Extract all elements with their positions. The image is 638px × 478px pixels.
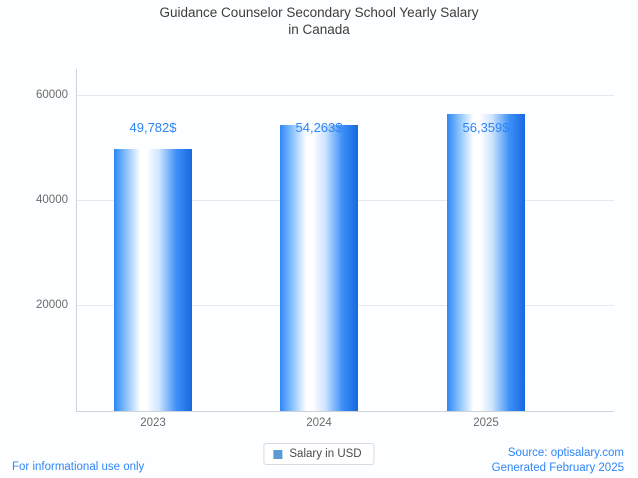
disclaimer-text: For informational use only xyxy=(12,461,145,473)
source-block xyxy=(492,446,624,476)
x-tick-label-2025: 2025 xyxy=(473,417,499,429)
y-tick-label-60000: 60000 xyxy=(36,89,68,101)
x-tick-label-2023: 2023 xyxy=(140,417,166,429)
x-tick-label-2024: 2024 xyxy=(306,417,332,429)
bar-2024[interactable] xyxy=(280,125,358,411)
source-link[interactable]: Source: optisalary.com xyxy=(507,447,624,459)
bar-2023[interactable] xyxy=(114,149,192,411)
bar-group-2023 xyxy=(114,69,192,429)
chart-title-line-2: in Canada xyxy=(288,22,350,37)
bar-series xyxy=(77,69,614,429)
chart-title xyxy=(0,4,638,38)
bar-value-2023: 49,782$ xyxy=(129,120,177,135)
generated-date: Generated February 2025 xyxy=(491,462,624,474)
legend-item-label: Salary in USD xyxy=(289,448,362,460)
y-tick-label-40000: 40000 xyxy=(36,194,68,206)
legend-swatch-icon xyxy=(273,450,282,459)
chart-title-line-1: Guidance Counselor Secondary School Yearly Salary xyxy=(159,5,479,20)
bar-value-2024: 54,263$ xyxy=(295,120,343,135)
bar-value-2025: 56,359$ xyxy=(462,120,510,135)
y-tick-label-20000: 20000 xyxy=(36,299,68,311)
bar-2025[interactable] xyxy=(447,114,525,411)
chart-legend[interactable] xyxy=(263,443,374,465)
bar-group-2024 xyxy=(280,69,358,429)
bar-group-2025 xyxy=(447,69,525,429)
